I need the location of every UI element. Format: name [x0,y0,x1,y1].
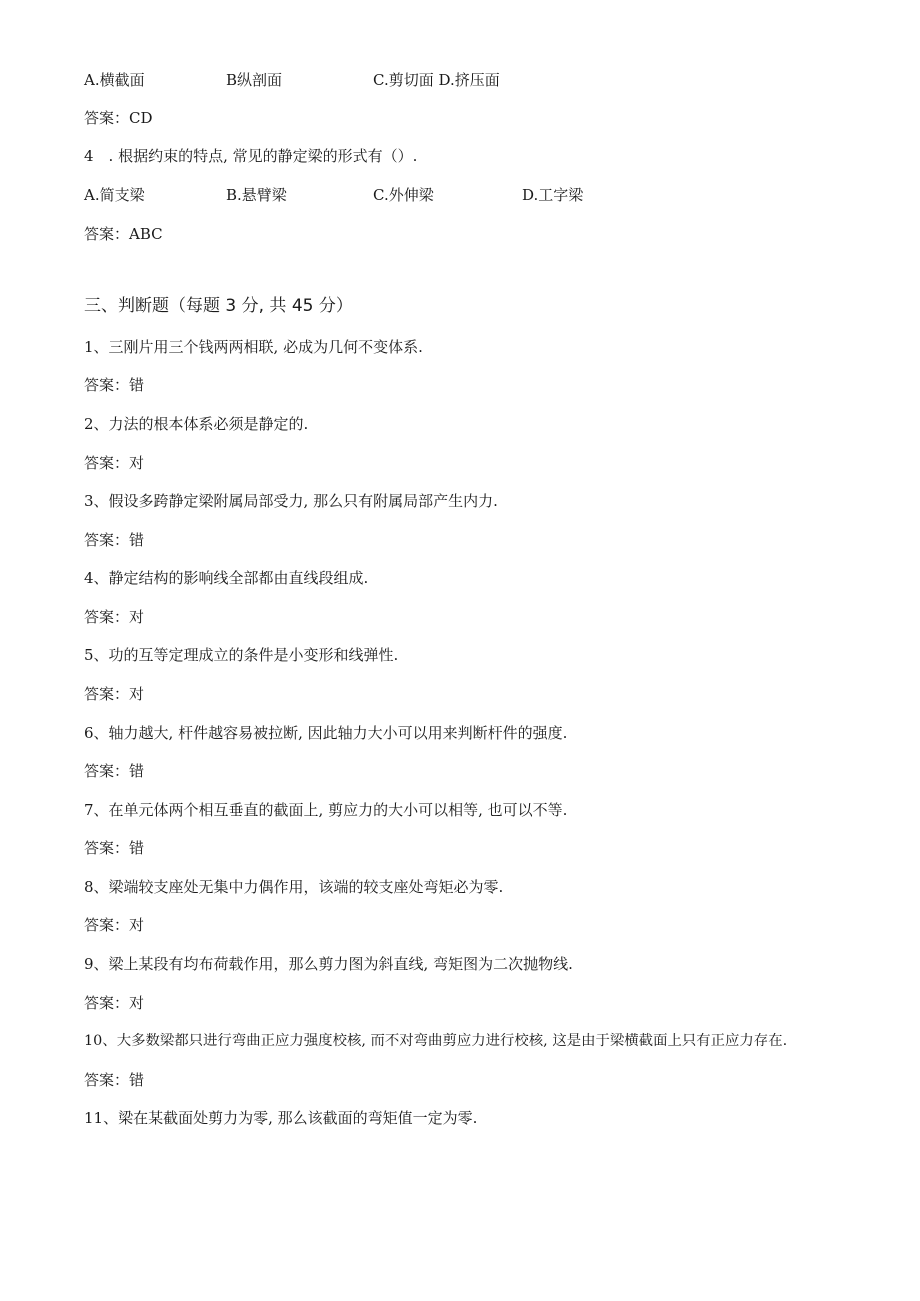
judge-answer-1: 答案：错 [84,376,145,394]
q4-option-a: A.简支梁 [84,186,145,204]
judge-question-5: 5、功的互等定理成立的条件是小变形和线弹性. [84,646,399,664]
judge-answer-2: 答案：对 [84,454,145,472]
judge-answer-9: 答案：对 [84,994,145,1012]
q4-answer: 答案：ABC [84,225,163,243]
judge-question-4: 4、静定结构的影响线全部都由直线段组成. [84,569,369,587]
q3-answer: 答案：CD [84,109,153,127]
judge-answer-7: 答案：错 [84,839,145,857]
q3-option-a: A.横截面 [84,71,145,89]
judge-answer-10: 答案：错 [84,1071,145,1089]
judge-question-2: 2、力法的根本体系必须是静定的. [84,415,309,433]
section-title: 三、判断题（每题 3 分, 共 45 分） [84,296,353,316]
q4-option-b: B.悬臂梁 [226,186,287,204]
q4-option-d: D.工字梁 [522,186,584,204]
judge-answer-3: 答案：错 [84,531,145,549]
judge-answer-6: 答案：错 [84,762,145,780]
q3-option-b: B纵剖面 [226,71,283,89]
judge-question-8: 8、梁端较支座处无集中力偶作用，该端的较支座处弯矩必为零. [84,878,504,896]
judge-answer-8: 答案：对 [84,916,145,934]
judge-question-11: 11、梁在某截面处剪力为零, 那么该截面的弯矩值一定为零. [84,1109,478,1127]
judge-question-10: 10、大多数梁都只进行弯曲正应力强度校核, 而不对弯曲剪应力进行校核, 这是由于梁横截面上只有正应力存在. [84,1033,788,1049]
judge-answer-4: 答案：对 [84,608,145,626]
q4-option-c: C.外伸梁 [373,186,434,204]
judge-answer-5: 答案：对 [84,685,145,703]
judge-question-7: 7、在单元体两个相互垂直的截面上, 剪应力的大小可以相等, 也可以不等. [84,801,568,819]
q3-option-cd: C.剪切面 D.挤压面 [373,71,500,89]
q4-question: 4 . 根据约束的特点, 常见的静定梁的形式有（）. [84,147,418,165]
judge-question-6: 6、轴力越大, 杆件越容易被拉断, 因此轴力大小可以用来判断杆件的强度. [84,724,568,742]
judge-question-9: 9、梁上某段有均布荷载作用，那么剪力图为斜直线, 弯矩图为二次抛物线. [84,955,573,973]
judge-question-3: 3、假设多跨静定梁附属局部受力, 那么只有附属局部产生内力. [84,492,498,510]
judge-question-1: 1、三刚片用三个钱两两相联, 必成为几何不变体系. [84,338,423,356]
